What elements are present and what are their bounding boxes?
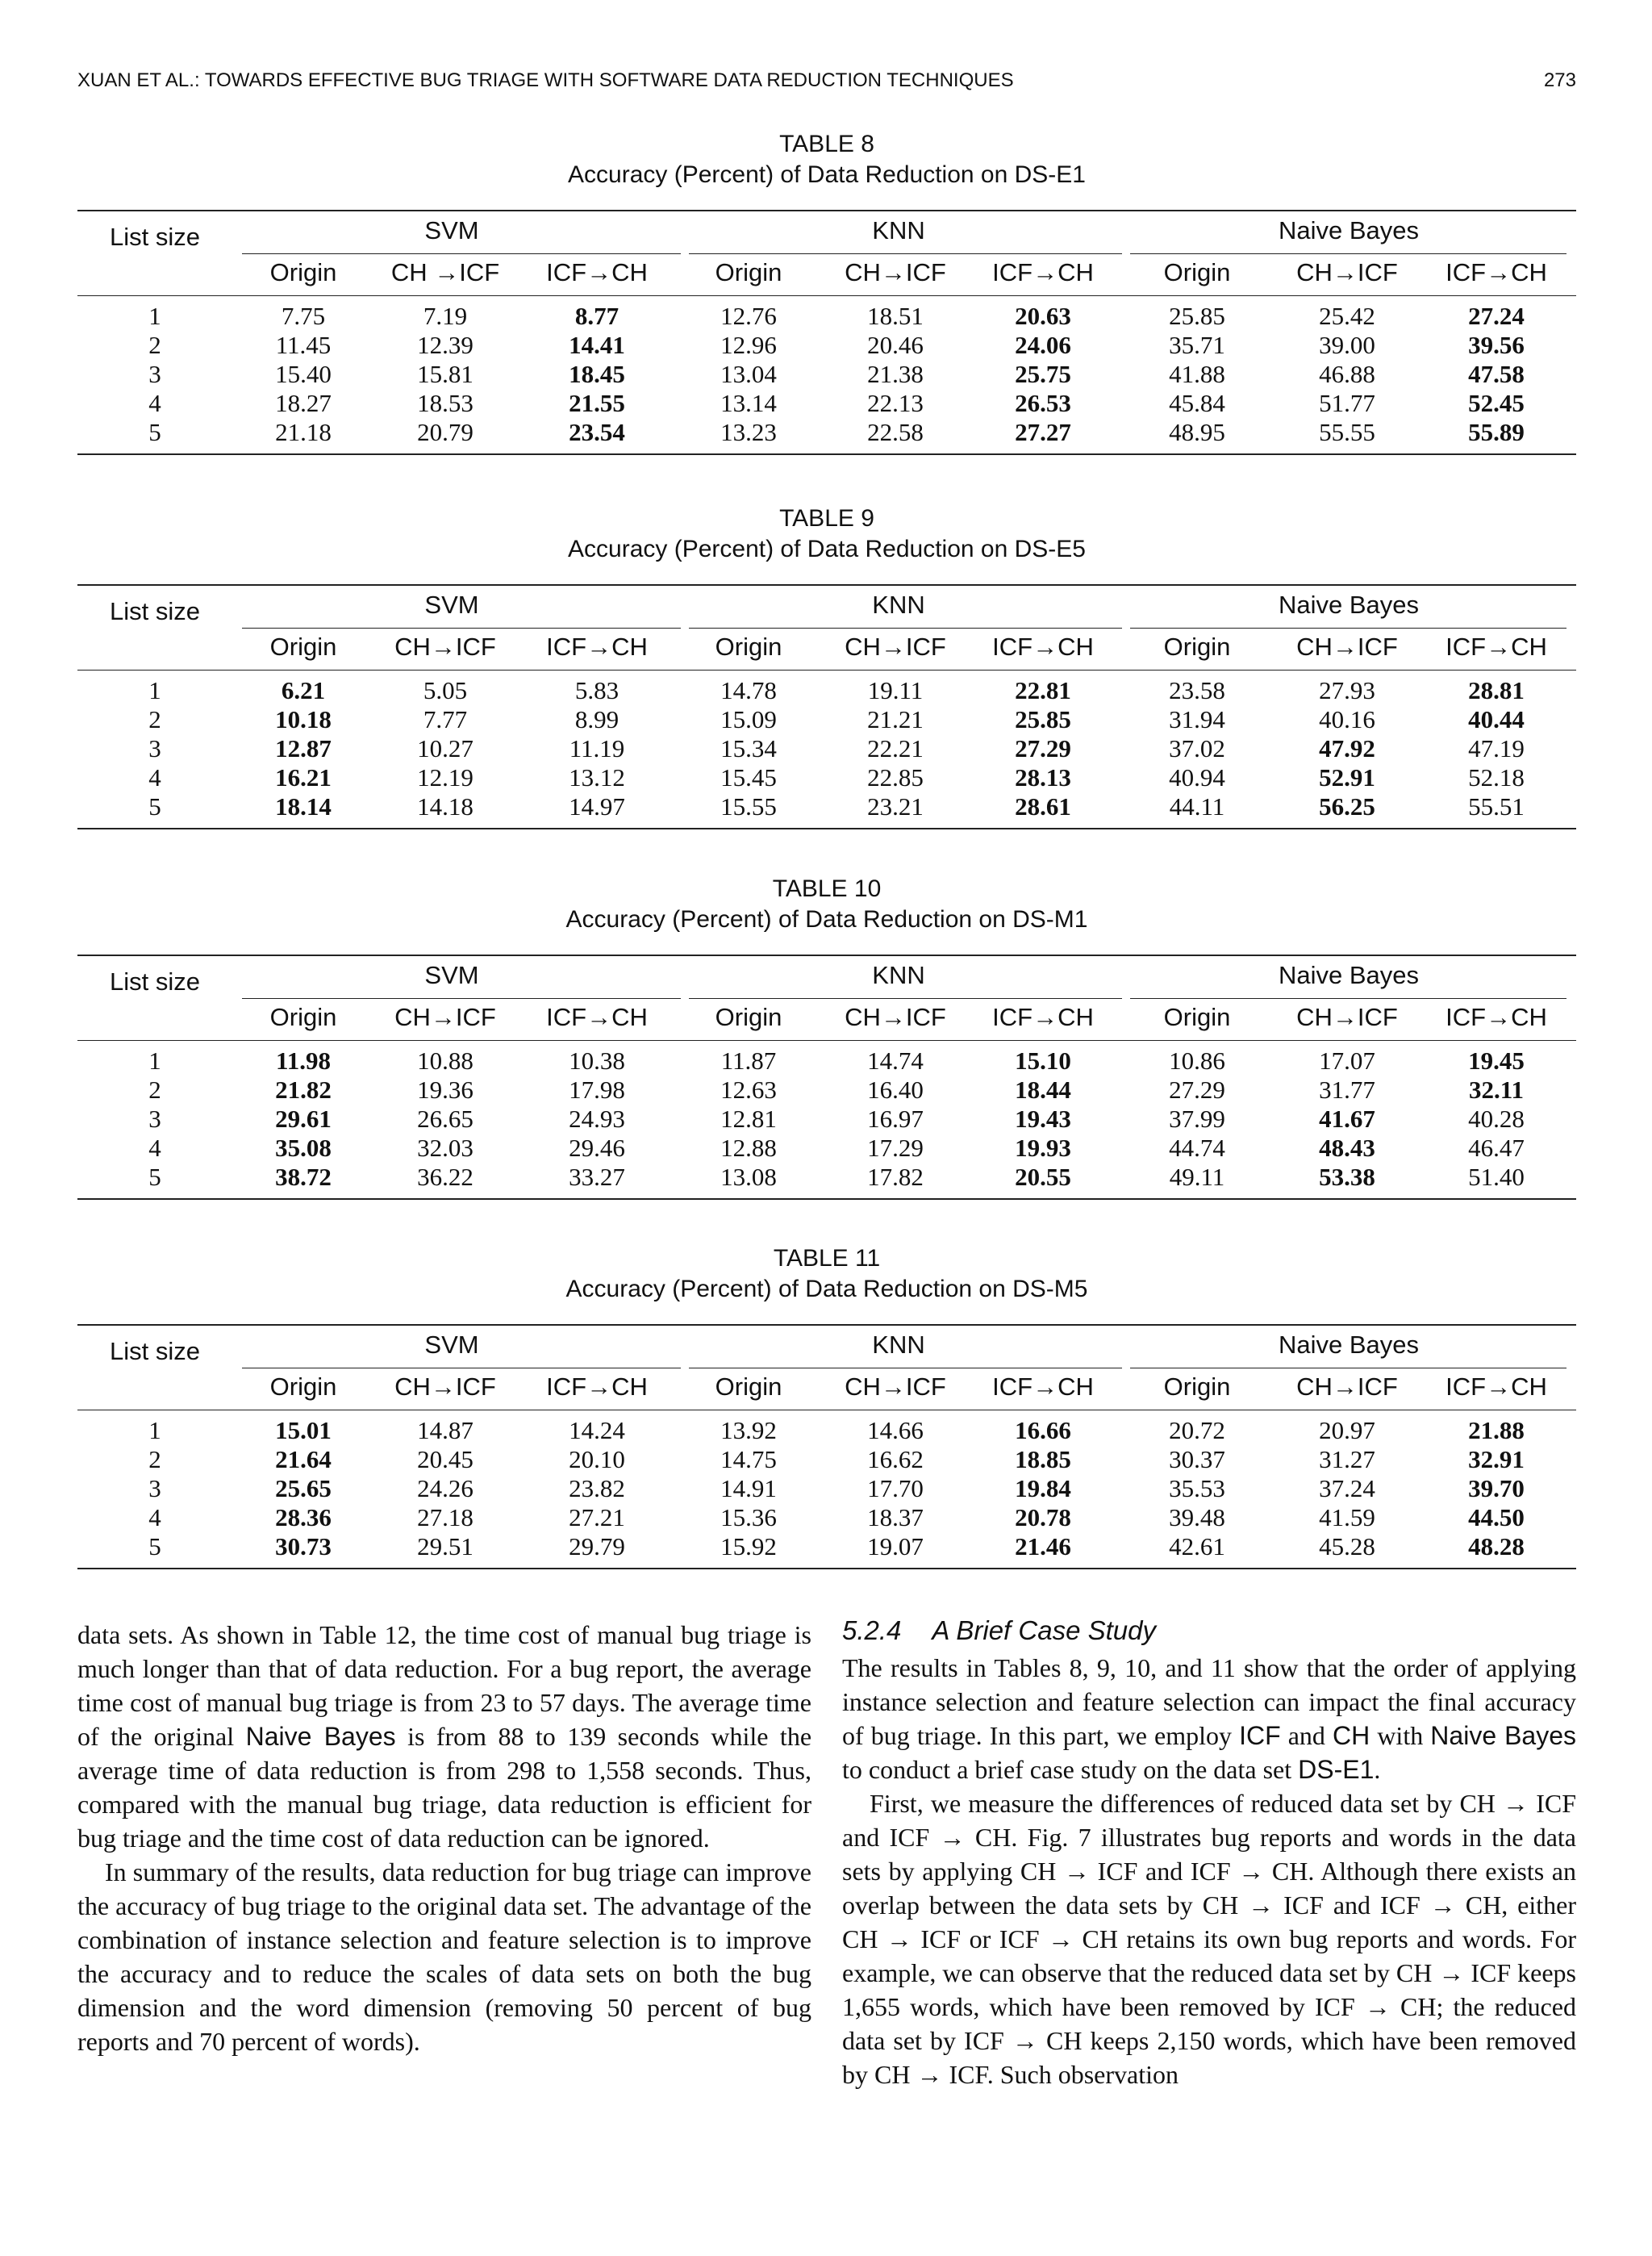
- list-size-cell: 4: [148, 389, 161, 417]
- list-size-cell: 1: [148, 676, 161, 704]
- list-size-cell: 5: [148, 792, 161, 821]
- column-header: ICF→CH: [1446, 1003, 1547, 1031]
- table-cell: 14.66: [867, 1416, 924, 1444]
- table-cell: 11.45: [275, 331, 332, 359]
- running-title: XUAN ET AL.: TOWARDS EFFECTIVE BUG TRIAGE WITH SOFTWARE DATA REDUCTION TECHNIQUES: [77, 69, 1014, 91]
- table-cell: 14.75: [720, 1445, 777, 1473]
- column-header: ICF→CH: [1446, 1372, 1547, 1401]
- list-size-cell: 4: [148, 1503, 161, 1531]
- group-header-svm: SVM: [424, 216, 479, 244]
- table-cell: 48.43: [1319, 1134, 1375, 1162]
- table-cell: 10.27: [417, 734, 473, 762]
- table-cell: 24.06: [1015, 331, 1071, 359]
- list-size-cell: 2: [148, 331, 161, 359]
- table-cell: 7.19: [423, 302, 468, 330]
- left-paragraph-2: In summary of the results, data reduction for bug triage can improve the accuracy of bug triage to the original data set. The advantage of the combination of instance selection and feature selection is to improve the accuracy and to reduce the scales of data sets on both the bug dimension and the word dimension (removing 50 percent of bug reports and 70 percent of words).: [77, 1857, 811, 2056]
- table-cell: 8.77: [574, 302, 620, 330]
- list-size-cell: 5: [148, 418, 161, 446]
- table-cell: 12.63: [720, 1076, 777, 1104]
- table-cell: 21.38: [867, 360, 924, 388]
- column-header: CH→ICF: [845, 1003, 946, 1031]
- table-header-rule: [77, 295, 1576, 296]
- table-cell: 51.40: [1468, 1163, 1525, 1191]
- column-header: Origin: [715, 1003, 782, 1031]
- section-heading: [842, 1614, 1576, 1648]
- table-cell: 12.39: [417, 331, 473, 359]
- table-cell: 24.26: [417, 1474, 473, 1502]
- table-cell: 32.91: [1468, 1445, 1525, 1473]
- table-label: TABLE 9: [779, 505, 874, 532]
- table-cell: 48.95: [1169, 418, 1225, 446]
- table-cell: 15.09: [720, 705, 777, 733]
- table-cell: 17.07: [1319, 1047, 1375, 1075]
- column-header: Origin: [269, 633, 337, 661]
- table-cell: 47.19: [1468, 734, 1525, 762]
- table-cell: 5.05: [423, 676, 468, 704]
- column-header: CH→ICF: [1296, 258, 1398, 286]
- table-cell: 21.64: [275, 1445, 332, 1473]
- column-header: ICF→CH: [546, 1003, 648, 1031]
- column-header: Origin: [269, 1372, 337, 1401]
- table-cell: 14.74: [867, 1047, 924, 1075]
- table-cell: 30.37: [1169, 1445, 1225, 1473]
- table-cell: 28.36: [275, 1503, 332, 1531]
- table-cell: 25.42: [1319, 302, 1375, 330]
- table-cell: 29.61: [275, 1105, 332, 1133]
- table-cell: 21.46: [1015, 1532, 1071, 1560]
- table-cell: 14.91: [720, 1474, 777, 1502]
- table-bottom-rule: [77, 828, 1576, 829]
- table-cell: 23.58: [1169, 676, 1225, 704]
- table-cell: 20.10: [569, 1445, 625, 1473]
- table-cell: 16.21: [275, 763, 332, 792]
- table-cell: 19.11: [867, 676, 924, 704]
- table-cell: 46.88: [1319, 360, 1375, 388]
- group-header-svm: SVM: [424, 961, 479, 989]
- column-header: ICF→CH: [992, 633, 1094, 661]
- table-cell: 18.27: [275, 389, 332, 417]
- table-cell: 20.78: [1015, 1503, 1071, 1531]
- table-cell: 10.88: [417, 1047, 473, 1075]
- group-underline: [689, 628, 1122, 629]
- table-cell: 19.45: [1468, 1047, 1525, 1075]
- table-cell: 35.53: [1169, 1474, 1225, 1502]
- table-cell: 30.73: [275, 1532, 332, 1560]
- table-cell: 16.40: [867, 1076, 924, 1104]
- table-cell: 29.46: [569, 1134, 625, 1162]
- column-header: ICF→CH: [1446, 633, 1547, 661]
- table-cell: 25.85: [1169, 302, 1225, 330]
- table-cell: 55.51: [1468, 792, 1525, 821]
- table-cell: 42.61: [1169, 1532, 1225, 1560]
- table-cell: 13.08: [720, 1163, 777, 1191]
- table-cell: 28.13: [1015, 763, 1071, 792]
- table-cell: 18.44: [1015, 1076, 1071, 1104]
- column-header: ICF→CH: [992, 258, 1094, 286]
- group-header-knn: KNN: [872, 591, 925, 619]
- list-size-cell: 1: [148, 302, 161, 330]
- table-cell: 39.00: [1319, 331, 1375, 359]
- table-cell: 19.84: [1015, 1474, 1071, 1502]
- column-header: ICF→CH: [992, 1372, 1094, 1401]
- table-top-rule: [77, 955, 1576, 956]
- column-header: Origin: [1163, 258, 1231, 286]
- left-column: [77, 1618, 811, 2058]
- table-cell: 15.55: [720, 792, 777, 821]
- column-header: CH→ICF: [845, 258, 946, 286]
- column-header: CH→ICF: [1296, 1003, 1398, 1031]
- table-top-rule: [77, 210, 1576, 211]
- table-cell: 40.94: [1169, 763, 1225, 792]
- table-cell: 24.93: [569, 1105, 625, 1133]
- table-cell: 27.93: [1319, 676, 1375, 704]
- list-size-cell: 2: [148, 1076, 161, 1104]
- table-cell: 16.97: [867, 1105, 924, 1133]
- table-cell: 40.16: [1319, 705, 1375, 733]
- table-cell: 22.58: [867, 418, 924, 446]
- table-cell: 22.81: [1015, 676, 1071, 704]
- table-cell: 40.44: [1468, 705, 1525, 733]
- table-cell: 27.18: [417, 1503, 473, 1531]
- list-size-cell: 3: [148, 734, 161, 762]
- table-cell: 10.86: [1169, 1047, 1225, 1075]
- table-cell: 22.13: [867, 389, 924, 417]
- list-size-cell: 4: [148, 1134, 161, 1162]
- table-top-rule: [77, 1324, 1576, 1326]
- group-header-svm: SVM: [424, 1331, 479, 1359]
- table-cell: 55.89: [1468, 418, 1525, 446]
- table-cell: 12.87: [275, 734, 332, 762]
- table-cell: 39.56: [1468, 331, 1525, 359]
- table-cell: 52.45: [1468, 389, 1525, 417]
- column-header: Origin: [715, 633, 782, 661]
- table-cell: 27.29: [1169, 1076, 1225, 1104]
- column-header: CH→ICF: [394, 1003, 496, 1031]
- table-cell: 21.55: [569, 389, 625, 417]
- table-11: [77, 1243, 1576, 1582]
- table-cell: 15.92: [720, 1532, 777, 1560]
- table-cell: 32.11: [1468, 1076, 1525, 1104]
- group-header-naive-bayes: Naive Bayes: [1278, 591, 1420, 619]
- table-cell: 45.84: [1169, 389, 1225, 417]
- table-cell: 13.23: [720, 418, 777, 446]
- table-cell: 15.10: [1015, 1047, 1071, 1075]
- group-header-naive-bayes: Naive Bayes: [1278, 961, 1420, 989]
- table-cell: 27.24: [1468, 302, 1525, 330]
- table-cell: 18.53: [417, 389, 473, 417]
- table-cell: 25.85: [1015, 705, 1071, 733]
- table-label: TABLE 10: [772, 875, 882, 902]
- group-header-naive-bayes: Naive Bayes: [1278, 1331, 1420, 1359]
- table-caption: Accuracy (Percent) of Data Reduction on DS-M5: [565, 1276, 1088, 1302]
- table-cell: 16.62: [867, 1445, 924, 1473]
- table-cell: 31.77: [1319, 1076, 1375, 1104]
- table-cell: 14.78: [720, 676, 777, 704]
- table-cell: 47.92: [1319, 734, 1375, 762]
- table-cell: 18.37: [867, 1503, 924, 1531]
- table-cell: 25.65: [275, 1474, 332, 1502]
- table-cell: 7.75: [281, 302, 326, 330]
- table-cell: 7.77: [423, 705, 468, 733]
- table-cell: 20.72: [1169, 1416, 1225, 1444]
- table-cell: 46.47: [1468, 1134, 1525, 1162]
- table-10: [77, 874, 1576, 1213]
- table-cell: 44.50: [1468, 1503, 1525, 1531]
- table-cell: 29.79: [569, 1532, 625, 1560]
- running-head: [77, 69, 1576, 94]
- table-cell: 35.08: [275, 1134, 332, 1162]
- table-cell: 20.63: [1015, 302, 1071, 330]
- table-8: [77, 129, 1576, 468]
- table-cell: 41.59: [1319, 1503, 1375, 1531]
- table-cell: 45.28: [1319, 1532, 1375, 1560]
- column-header: ICF→CH: [546, 258, 648, 286]
- table-cell: 32.03: [417, 1134, 473, 1162]
- naive-bayes-term: Naive Bayes: [245, 1722, 396, 1751]
- table-cell: 17.82: [867, 1163, 924, 1191]
- table-cell: 56.25: [1319, 792, 1375, 821]
- table-cell: 21.18: [275, 418, 332, 446]
- table-cell: 12.76: [720, 302, 777, 330]
- page-number: 273: [1543, 69, 1576, 91]
- list-size-header: List size: [110, 223, 200, 251]
- column-header: CH→ICF: [845, 633, 946, 661]
- table-cell: 55.55: [1319, 418, 1375, 446]
- table-cell: 15.81: [417, 360, 473, 388]
- table-cell: 13.92: [720, 1416, 777, 1444]
- group-underline: [242, 998, 681, 999]
- table-cell: 35.71: [1169, 331, 1225, 359]
- column-header: ICF→CH: [992, 1003, 1094, 1031]
- table-cell: 41.67: [1319, 1105, 1375, 1133]
- table-cell: 5.83: [574, 676, 620, 704]
- table-cell: 53.38: [1319, 1163, 1375, 1191]
- section-number: 5.2.4: [842, 1615, 902, 1645]
- group-header-knn: KNN: [872, 216, 925, 244]
- table-cell: 37.99: [1169, 1105, 1225, 1133]
- table-cell: 31.27: [1319, 1445, 1375, 1473]
- column-header: Origin: [1163, 1372, 1231, 1401]
- table-cell: 37.24: [1319, 1474, 1375, 1502]
- table-cell: 10.18: [275, 705, 332, 733]
- table-cell: 6.21: [281, 676, 326, 704]
- table-cell: 8.99: [574, 705, 620, 733]
- table-cell: 37.02: [1169, 734, 1225, 762]
- table-cell: 22.21: [867, 734, 924, 762]
- table-cell: 36.22: [417, 1163, 473, 1191]
- table-cell: 12.19: [417, 763, 473, 792]
- group-underline: [1130, 253, 1566, 254]
- column-header: ICF→CH: [1446, 258, 1547, 286]
- group-underline: [689, 253, 1122, 254]
- table-cell: 26.65: [417, 1105, 473, 1133]
- table-cell: 28.81: [1468, 676, 1525, 704]
- group-header-svm: SVM: [424, 591, 479, 619]
- table-cell: 23.82: [569, 1474, 625, 1502]
- list-size-cell: 5: [148, 1163, 161, 1191]
- table-cell: 40.28: [1468, 1105, 1525, 1133]
- column-header: Origin: [1163, 1003, 1231, 1031]
- group-header-knn: KNN: [872, 1331, 925, 1359]
- table-caption: Accuracy (Percent) of Data Reduction on DS-M1: [565, 906, 1088, 933]
- column-header: CH→ICF: [1296, 1372, 1398, 1401]
- table-cell: 27.29: [1015, 734, 1071, 762]
- column-header: Origin: [715, 1372, 782, 1401]
- table-cell: 17.70: [867, 1474, 924, 1502]
- column-header: ICF→CH: [546, 1372, 648, 1401]
- list-size-cell: 3: [148, 1105, 161, 1133]
- list-size-header: List size: [110, 597, 200, 625]
- right-paragraph-2: First, we measure the differences of reduced data set by CH → ICF and ICF → CH. Fig. 7 illustrates bug reports and words in the data sets by applying CH → ICF and ICF → CH. Although there exists an overlap between the data sets by CH → ICF and ICF → CH, either CH → ICF or ICF → CH retains its own bug reports and words. For example, we can observe that the reduced data set by CH → ICF keeps 1,655 words, which have been removed by ICF → CH; the reduced data set by ICF → CH keeps 2,150 words, which have been removed by CH → ICF. Such observation: [842, 1789, 1576, 2089]
- table-cell: 29.51: [417, 1532, 473, 1560]
- table-cell: 38.72: [275, 1163, 332, 1191]
- table-cell: 28.61: [1015, 792, 1071, 821]
- table-9: [77, 503, 1576, 842]
- table-cell: 15.36: [720, 1503, 777, 1531]
- table-cell: 49.11: [1169, 1163, 1225, 1191]
- left-paragraph-1: data sets. As shown in Table 12, the time cost of manual bug triage is much longer than that of data reduction. For a bug report, the average time cost of manual bug triage is from 23 to 57 days. The average time of the original Naive Bayes is from 88 to 139 seconds while the average time of data reduction is from 298 to 1,558 seconds. Thus, compared with the manual bug triage, data reduction is efficient for bug triage and the time cost of data reduction can be ignored.: [77, 1620, 812, 1853]
- table-cell: 31.94: [1169, 705, 1225, 733]
- table-cell: 14.18: [417, 792, 473, 821]
- list-size-header: List size: [110, 1337, 200, 1365]
- table-cell: 22.85: [867, 763, 924, 792]
- right-column: [842, 1614, 1576, 2091]
- column-header: CH→ICF: [1296, 633, 1398, 661]
- table-cell: 20.55: [1015, 1163, 1071, 1191]
- table-cell: 20.46: [867, 331, 924, 359]
- table-cell: 48.28: [1468, 1532, 1525, 1560]
- group-underline: [1130, 628, 1566, 629]
- list-size-cell: 1: [148, 1047, 161, 1075]
- table-cell: 17.29: [867, 1134, 924, 1162]
- column-header: ICF→CH: [546, 633, 648, 661]
- table-cell: 13.12: [569, 763, 625, 792]
- table-cell: 39.70: [1468, 1474, 1525, 1502]
- group-underline: [1130, 998, 1566, 999]
- table-cell: 19.36: [417, 1076, 473, 1104]
- column-header: CH →ICF: [390, 258, 500, 286]
- table-cell: 10.38: [569, 1047, 625, 1075]
- table-cell: 47.58: [1468, 360, 1525, 388]
- list-size-cell: 3: [148, 360, 161, 388]
- table-cell: 52.91: [1319, 763, 1375, 792]
- table-cell: 18.85: [1015, 1445, 1071, 1473]
- table-cell: 17.98: [569, 1076, 625, 1104]
- table-cell: 11.98: [275, 1047, 332, 1075]
- table-caption: Accuracy (Percent) of Data Reduction on DS-E5: [568, 536, 1086, 562]
- table-cell: 51.77: [1319, 389, 1375, 417]
- list-size-header: List size: [110, 967, 200, 996]
- table-cell: 15.01: [275, 1416, 332, 1444]
- table-cell: 14.24: [569, 1416, 625, 1444]
- column-header: CH→ICF: [845, 1372, 946, 1401]
- table-cell: 12.96: [720, 331, 777, 359]
- group-underline: [242, 253, 681, 254]
- column-header: CH→ICF: [394, 1372, 496, 1401]
- table-cell: 20.97: [1319, 1416, 1375, 1444]
- table-cell: 20.45: [417, 1445, 473, 1473]
- table-cell: 13.14: [720, 389, 777, 417]
- table-cell: 41.88: [1169, 360, 1225, 388]
- table-bottom-rule: [77, 1198, 1576, 1200]
- table-cell: 19.93: [1015, 1134, 1071, 1162]
- group-underline: [689, 998, 1122, 999]
- table-bottom-rule: [77, 1568, 1576, 1569]
- table-cell: 11.19: [569, 734, 625, 762]
- table-cell: 26.53: [1015, 389, 1071, 417]
- table-cell: 15.34: [720, 734, 777, 762]
- list-size-cell: 2: [148, 1445, 161, 1473]
- table-cell: 21.82: [275, 1076, 332, 1104]
- table-cell: 13.04: [720, 360, 777, 388]
- table-cell: 12.81: [720, 1105, 777, 1133]
- table-cell: 18.45: [569, 360, 625, 388]
- list-size-cell: 4: [148, 763, 161, 792]
- table-caption: Accuracy (Percent) of Data Reduction on DS-E1: [568, 161, 1086, 188]
- column-header: Origin: [715, 258, 782, 286]
- table-cell: 15.40: [275, 360, 332, 388]
- table-cell: 27.27: [1015, 418, 1071, 446]
- table-cell: 15.45: [720, 763, 777, 792]
- table-cell: 39.48: [1169, 1503, 1225, 1531]
- table-cell: 44.74: [1169, 1134, 1225, 1162]
- table-cell: 18.14: [275, 792, 332, 821]
- table-cell: 14.87: [417, 1416, 473, 1444]
- table-cell: 44.11: [1169, 792, 1225, 821]
- table-cell: 18.51: [867, 302, 924, 330]
- section-title: A Brief Case Study: [932, 1615, 1156, 1645]
- table-header-rule: [77, 1040, 1576, 1041]
- list-size-cell: 5: [148, 1532, 161, 1560]
- column-header: CH→ICF: [394, 633, 496, 661]
- table-cell: 23.54: [569, 418, 625, 446]
- table-cell: 12.88: [720, 1134, 777, 1162]
- table-top-rule: [77, 584, 1576, 586]
- table-cell: 19.43: [1015, 1105, 1071, 1133]
- group-header-knn: KNN: [872, 961, 925, 989]
- group-header-naive-bayes: Naive Bayes: [1278, 216, 1420, 244]
- column-header: Origin: [269, 258, 337, 286]
- table-header-rule: [77, 670, 1576, 671]
- list-size-cell: 3: [148, 1474, 161, 1502]
- list-size-cell: 1: [148, 1416, 161, 1444]
- column-header: Origin: [1163, 633, 1231, 661]
- table-label: TABLE 11: [773, 1245, 881, 1272]
- table-cell: 25.75: [1015, 360, 1071, 388]
- right-paragraph-1: The results in Tables 8, 9, 10, and 11 show that the order of applying instance selection and feature selection can impact the final accuracy of bug triage. In this part, we employ ICF and CH with Naive Bayes to conduct a brief case study on the data set DS-E1.: [842, 1653, 1577, 1784]
- table-cell: 11.87: [720, 1047, 777, 1075]
- group-underline: [242, 628, 681, 629]
- table-cell: 14.41: [569, 331, 625, 359]
- table-label: TABLE 8: [779, 131, 874, 157]
- table-cell: 21.88: [1468, 1416, 1525, 1444]
- table-bottom-rule: [77, 453, 1576, 455]
- table-cell: 23.21: [867, 792, 924, 821]
- table-cell: 19.07: [867, 1532, 924, 1560]
- table-cell: 52.18: [1468, 763, 1525, 792]
- table-cell: 27.21: [569, 1503, 625, 1531]
- table-cell: 33.27: [569, 1163, 625, 1191]
- table-cell: 14.97: [569, 792, 625, 821]
- list-size-cell: 2: [148, 705, 161, 733]
- column-header: Origin: [269, 1003, 337, 1031]
- table-cell: 16.66: [1015, 1416, 1071, 1444]
- table-cell: 21.21: [867, 705, 924, 733]
- table-cell: 20.79: [417, 418, 473, 446]
